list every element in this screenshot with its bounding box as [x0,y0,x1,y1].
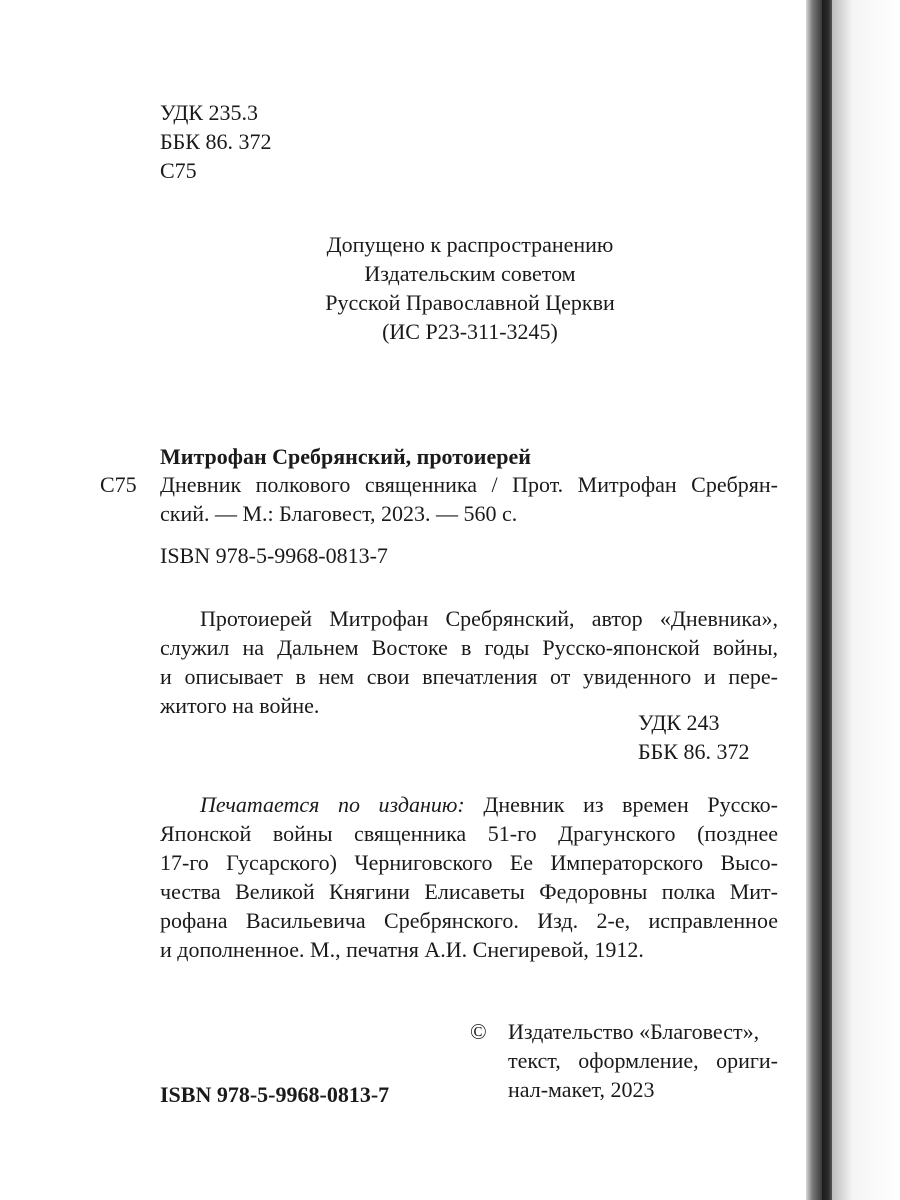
source-line-1 [200,790,778,820]
source-line-5: рофана Васильевича Сребрянского. Изд. 2-е, исправленное [160,908,778,933]
source-line-3: 17-го Гусарского) Черниговского Ее Императорского Высо- [160,850,778,875]
annotation-line-3: и описывает в нем свои впечатления от увиденного и пере- [160,664,778,689]
annotation-line-1: Протоиерей Митрофан Сребрянский, автор «Дневника», [200,606,778,631]
udk-code: УДК 235.3 [160,100,259,125]
copyright-symbol: © [470,1019,487,1044]
bbk-code: ББК 86. 372 [160,129,272,154]
annotation-line-4: житого на войне. [160,693,320,718]
page-margin-right [832,0,900,1200]
description-line-1: Дневник полкового священника / Прот. Митрофан Сребрян- [160,472,778,497]
page-edge-shadow [806,0,822,1200]
source-line-1-text: Дневник из времен Русско- [464,792,779,817]
book-spine-edge [822,0,832,1200]
approval-line-1: Допущено к распространению [326,232,614,257]
margin-author-mark: С75 [100,472,137,497]
author-heading: Митрофан Сребрянский, протоиерей [160,444,531,469]
annotation-line-2: служил на Дальнем Востоке в годы Русско-японской войны, [160,635,778,660]
source-line-6: и дополненное. М., печатня А.И. Снегиревой, 1912. [160,937,644,962]
approval-line-3: Русской Православной Церкви [325,290,615,315]
copyright-line-1: Издательство «Благовест», [508,1019,760,1044]
udk-code-right: УДК 243 [638,710,720,735]
isbn-record: ISBN 978-5-9968-0813-7 [160,543,388,568]
bbk-code-right: ББК 86. 372 [638,739,750,764]
source-line-4: чества Великой Княгини Елисаветы Федоровны полка Мит- [160,879,778,904]
isbn-footer: ISBN 978-5-9968-0813-7 [160,1082,390,1107]
description-line-2: ский. — М.: Благовест, 2023. — 560 с. [160,501,518,526]
source-label: Печатается по изданию: [200,792,465,817]
copyright-line-3: нал-макет, 2023 [508,1077,655,1102]
approval-line-2: Издательским советом [364,261,576,286]
author-mark: С75 [160,158,197,183]
source-line-2: Японской войны священника 51-го Драгунского (позднее [160,821,778,846]
approval-line-4: (ИС Р23-311-3245) [382,319,558,344]
copyright-line-2: текст, оформление, ориги- [508,1048,778,1073]
